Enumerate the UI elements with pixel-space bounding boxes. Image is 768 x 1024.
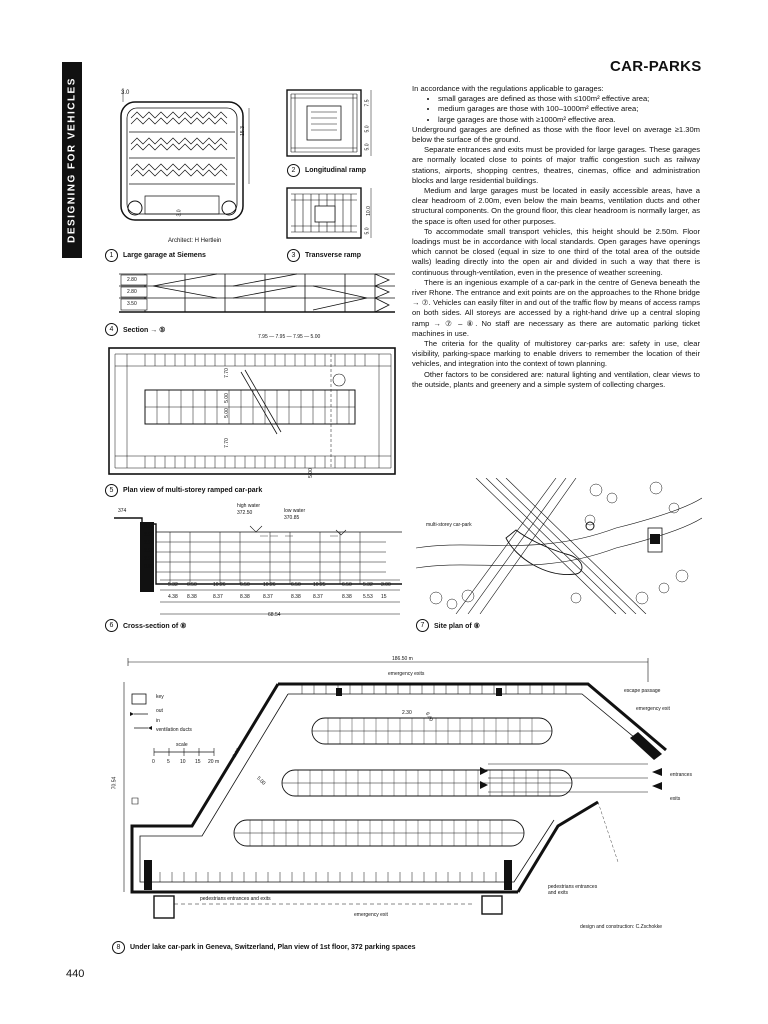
fig8-width-dim: 186.50 m bbox=[392, 656, 413, 662]
fig6-level: 2.20 bbox=[144, 540, 154, 546]
fig6-level: 2.20 bbox=[144, 548, 154, 554]
paragraph: Separate entrances and exits must be provided for large garages. These garages are normally located close to points of major traffic congestion such as railway stations, airports, shopping centres, theatres, cinemas, office and administration blocks and large residential buildings. bbox=[412, 145, 700, 185]
fig5-side-dim: 7.70 bbox=[223, 368, 230, 378]
fig1-dim: 3.0 bbox=[121, 90, 130, 96]
fig8-scale-tick: 20 m bbox=[208, 759, 220, 765]
fig6-ground: 374 bbox=[118, 508, 127, 514]
fig3-caption-text: Transverse ramp bbox=[305, 252, 362, 259]
fig8-scale-tick: 0 bbox=[152, 759, 155, 765]
fig8-key-vent: ventilation ducts bbox=[156, 727, 192, 733]
fig8-exits: exits bbox=[670, 796, 681, 802]
fig6-lower-dim: 8.37 bbox=[213, 594, 223, 600]
fig6-lower-dim: 5.53 bbox=[363, 594, 373, 600]
list-item: • large garages are those with ≥1000m² effective area. bbox=[438, 115, 700, 125]
fig3-dim: 5.0 bbox=[364, 227, 371, 235]
fig5-drawing bbox=[105, 344, 405, 480]
fig6-high-water: 372.50 bbox=[237, 510, 253, 516]
fig8-emergency-exit-bottom: emergency exit bbox=[354, 912, 388, 918]
fig6-lower-dim: 8.38 bbox=[240, 594, 250, 600]
fig2-caption-text: Longitudinal ramp bbox=[305, 167, 367, 174]
fig7-caption bbox=[416, 619, 480, 632]
fig6-low-water-label: low water bbox=[284, 508, 306, 514]
fig6-upper-dim: 6.50 bbox=[187, 582, 197, 588]
fig7-drawing bbox=[416, 478, 702, 614]
intro-paragraph: In accordance with the regulations applicable to garages: bbox=[412, 84, 604, 93]
fig1-dim: 3.0 bbox=[176, 209, 183, 217]
fig8-dim: 2.30 bbox=[402, 710, 412, 716]
page-number: 440 bbox=[66, 968, 85, 980]
fig2-dim: 5.0 bbox=[364, 143, 371, 151]
fig6-upper-dim: 6.50 bbox=[240, 582, 250, 588]
body-text bbox=[412, 84, 700, 390]
fig8-entrances: entrances bbox=[670, 772, 692, 778]
fig8-ped-right: pedestrians entrances and exits bbox=[548, 884, 598, 896]
fig4-caption bbox=[105, 323, 165, 336]
fig1-architect: Architect: H Hertlein bbox=[168, 238, 222, 244]
fig8-key-in: in bbox=[156, 718, 160, 724]
fig8-credit: design and construction: C.Zschokke bbox=[580, 924, 662, 930]
fig8-number: 8 bbox=[112, 941, 125, 954]
fig4-number: 4 bbox=[105, 323, 118, 336]
fig2-dim: 7.5 bbox=[364, 99, 371, 107]
fig8-emergency-exits: emergency exits bbox=[388, 671, 425, 677]
fig6-upper-dim: 3.00 bbox=[381, 582, 391, 588]
fig6-lower-dim: 8.37 bbox=[313, 594, 323, 600]
fig8-ped-left: pedestrians entrances and exits bbox=[200, 896, 271, 902]
fig4-drawing bbox=[105, 270, 395, 320]
fig5-caption bbox=[105, 484, 262, 497]
fig6-upper-dim: 5.32 bbox=[363, 582, 373, 588]
fig6-number: 6 bbox=[105, 619, 118, 632]
fig8-emergency-exit-right: emergency exit bbox=[636, 706, 670, 712]
fig8-key-out: out bbox=[156, 708, 163, 714]
fig6-upper-dim: 6.50 bbox=[342, 582, 352, 588]
fig3-dim: 10.0 bbox=[365, 206, 372, 216]
paragraph: Other factors to be considered are: natural lighting and ventilation, clear views to the outside, plants and greenery and a simple system of collecting charges. bbox=[412, 369, 700, 389]
fig4-level: 2.80 bbox=[127, 289, 137, 295]
paragraph: Medium and large garages must be located in easily accessible areas, have a clear headroom of 2.00m, even below the main beams, ventilation ducts and other structural components. On the ground floor, this clear headroom is normally larger, as the space is often used for other purposes. bbox=[412, 186, 700, 226]
fig7-label: multi-storey car-park bbox=[426, 522, 472, 528]
fig6-lower-dim: 8.38 bbox=[342, 594, 352, 600]
fig8-scale-tick: 5 bbox=[167, 759, 170, 765]
fig8-height-dim: 70.54 bbox=[111, 776, 118, 790]
fig7-caption-text: Site plan of ⑧ bbox=[434, 622, 480, 630]
fig1-number: 1 bbox=[105, 249, 118, 262]
fig4-level: 2.80 bbox=[127, 277, 137, 283]
fig8-scale-tick: 15 bbox=[195, 759, 201, 765]
fig8-caption bbox=[112, 941, 416, 954]
fig6-level: 0.86 bbox=[144, 564, 154, 570]
fig1-caption-text: Large garage at Siemens bbox=[123, 252, 206, 259]
list-item: • small garages are defined as those with ≤100m² effective area; bbox=[438, 94, 700, 104]
fig6-high-water-label: high water bbox=[237, 503, 261, 509]
fig6-caption-text: Cross-section of ⑧ bbox=[123, 622, 187, 630]
fig6-low-water: 370.85 bbox=[284, 515, 300, 521]
fig2-number: 2 bbox=[287, 164, 300, 177]
fig8-dim: 6.40 bbox=[423, 711, 434, 723]
fig6-level: 2.20 bbox=[144, 532, 154, 538]
section-side-tab bbox=[62, 62, 82, 258]
fig1-drawing bbox=[115, 88, 255, 238]
fig2-dim: 5.0 bbox=[364, 125, 371, 133]
fig6-caption bbox=[105, 619, 186, 632]
page-title: CAR-PARKS bbox=[610, 58, 702, 75]
fig2-caption bbox=[287, 164, 366, 177]
fig8-scale-label: scale bbox=[176, 742, 188, 748]
fig8-dim: 2.30 bbox=[231, 747, 242, 759]
fig5-side-dim: 5.00 bbox=[223, 393, 230, 403]
fig6-lower-dim: 15 bbox=[381, 594, 387, 600]
fig4-level: 3.50 bbox=[127, 301, 137, 307]
fig6-upper-dim: 5.32 bbox=[168, 582, 178, 588]
list-item: • medium garages are those with 100–1000m² effective area; bbox=[438, 104, 700, 114]
paragraph: There is an ingenious example of a car-park in the centre of Geneva beneath the river Rhone. The entrance and exit points are on the approaches to the Rhone bridge → ⑦. Vehicles can easily filter in and out of the traffic flow by means of access ramps on both sides. All storeys are accessed by a right-hand drive up a central sloping ramp → ⑦ – ⑧. No staff are necessary as there are automatic parking ticket machines in use. bbox=[412, 277, 700, 338]
paragraph: The criteria for the quality of multistorey car-parks are: safety in use, clear visibility, parking-space marking to enable drivers to remember the location of their vehicles, and integration into the context of town planning. bbox=[412, 339, 700, 369]
paragraph: Underground garages are defined as those with the floor level on average ≥1.30m below the surface of the ground. bbox=[412, 124, 700, 145]
fig6-total: 68.54 bbox=[268, 612, 281, 618]
fig6-upper-dim: 10.26 bbox=[263, 582, 276, 588]
fig6-lower-dim: 8.37 bbox=[263, 594, 273, 600]
fig6-level: 0.55 bbox=[144, 524, 154, 530]
fig6-level: 2.20 bbox=[144, 556, 154, 562]
fig6-upper-dim: 6.50 bbox=[291, 582, 301, 588]
fig6-lower-dim: 8.38 bbox=[187, 594, 197, 600]
fig5-top-dims: 7.95 — 7.95 — 7.95 — 5.00 bbox=[258, 334, 321, 340]
side-tab-label: DESIGNING FOR VEHICLES bbox=[66, 77, 78, 243]
fig3-caption bbox=[287, 249, 361, 262]
fig7-number: 7 bbox=[416, 619, 429, 632]
fig1-caption bbox=[105, 249, 206, 262]
paragraph: To accommodate small transport vehicles, this height should be 2.50m. Floor loadings must be in accordance with local standards. Open garages have openings which cannot be closed (equal in size to one third of the total area of the outside walls) leading directly into the open air and divided in such a way that there is continuous through-ventilation, even in the presence of weather screening. bbox=[412, 226, 700, 277]
garage-size-list bbox=[412, 94, 700, 125]
fig1-dim: 15.3 bbox=[239, 126, 246, 136]
fig5-side-dim: 5.00 bbox=[307, 468, 314, 478]
fig8-escape-passage: escape passage bbox=[624, 688, 661, 694]
fig8-scale-tick: 10 bbox=[180, 759, 186, 765]
fig5-caption-text: Plan view of multi-storey ramped car-park bbox=[123, 487, 263, 494]
fig5-side-dim: 5.00 bbox=[223, 408, 230, 418]
fig8-caption-text: Under lake car-park in Geneva, Switzerland, Plan view of 1st floor, 372 parking spaces bbox=[130, 944, 416, 951]
fig5-number: 5 bbox=[105, 484, 118, 497]
fig3-number: 3 bbox=[287, 249, 300, 262]
fig6-lower-dim: 4.38 bbox=[168, 594, 178, 600]
fig8-key-title: key bbox=[156, 694, 164, 700]
fig6-upper-dim: 10.25 bbox=[313, 582, 326, 588]
fig6-lower-dim: 8.38 bbox=[291, 594, 301, 600]
fig8-dim: 5.00 bbox=[255, 775, 267, 787]
fig4-caption-text: Section → ⑤ bbox=[123, 326, 166, 334]
fig5-side-dim: 7.70 bbox=[223, 438, 230, 448]
fig6-upper-dim: 10.26 bbox=[213, 582, 226, 588]
